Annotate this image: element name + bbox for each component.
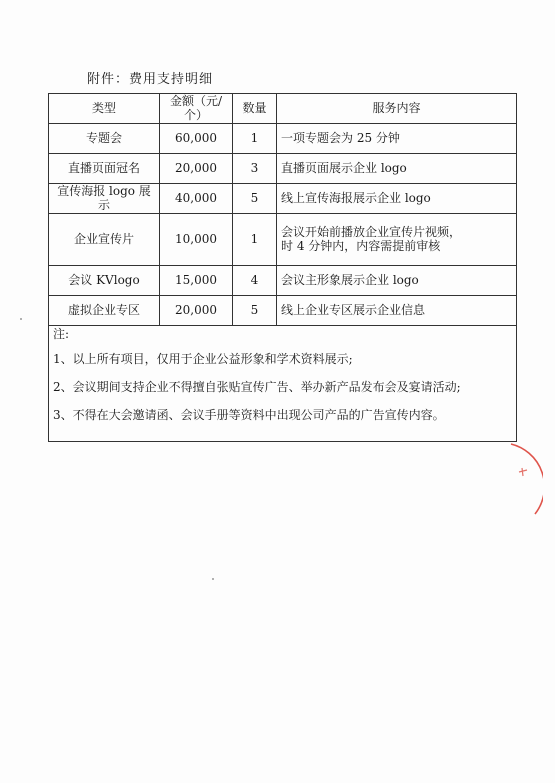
cell-quantity: 4 [233, 265, 277, 295]
cell-amount: 10,000 [160, 213, 233, 265]
cell-type: 虚拟企业专区 [49, 295, 160, 325]
header-quantity: 数量 [233, 94, 277, 124]
cell-quantity: 1 [233, 123, 277, 153]
cell-service: 直播页面展示企业 logo [277, 153, 517, 183]
cell-quantity: 3 [233, 153, 277, 183]
scan-speck [20, 318, 22, 320]
table-row [49, 213, 517, 265]
notes-title: 注: [53, 326, 70, 341]
cell-type: 企业宣传片 [49, 213, 160, 265]
cell-amount: 20,000 [160, 295, 233, 325]
table-row [49, 153, 517, 183]
service-line: 时 4 分钟内，内容需提前审核 [281, 239, 441, 254]
table-header-row [49, 94, 517, 124]
table-row [49, 265, 517, 295]
cell-amount: 15,000 [160, 265, 233, 295]
cell-type: 直播页面冠名 [49, 153, 160, 183]
cell-service [277, 213, 517, 265]
cell-quantity: 1 [233, 213, 277, 265]
table-row [49, 295, 517, 325]
note-item: 3、不得在大会邀请函、会议手册等资料中出现公司产品的广告宣传内容。 [53, 407, 445, 422]
table-row [49, 183, 517, 213]
cell-amount: 20,000 [160, 153, 233, 183]
cell-type: 专题会 [49, 123, 160, 153]
note-item: 2、会议期间支持企业不得擅自张贴宣传广告、举办新产品发布会及宴请活动; [53, 379, 461, 394]
header-amount: 金额（元/个） [160, 94, 233, 124]
header-service: 服务内容 [277, 94, 517, 124]
cell-service: 线上企业专区展示企业信息 [277, 295, 517, 325]
notes-row [49, 325, 517, 441]
cell-amount: 40,000 [160, 183, 233, 213]
scan-speck [212, 578, 214, 580]
seal-stamp-fragment [505, 440, 543, 520]
cell-service: 会议主形象展示企业 logo [277, 265, 517, 295]
cell-service: 线上宣传海报展示企业 logo [277, 183, 517, 213]
cell-type: 宣传海报 logo 展示 [49, 183, 160, 213]
fee-support-table [48, 93, 517, 442]
cell-amount: 60,000 [160, 123, 233, 153]
notes-cell [49, 325, 517, 441]
cell-service: 一项专题会为 25 分钟 [277, 123, 517, 153]
service-line: 会议开始前播放企业宣传片视频， [281, 224, 462, 239]
table-row [49, 123, 517, 153]
cell-quantity: 5 [233, 183, 277, 213]
header-type: 类型 [49, 94, 160, 124]
cell-type: 会议 KVlogo [49, 265, 160, 295]
cell-quantity: 5 [233, 295, 277, 325]
note-item: 1、以上所有项目，仅用于企业公益形象和学术资料展示; [53, 351, 353, 366]
attachment-heading: 附件：费用支持明细 [87, 72, 214, 87]
